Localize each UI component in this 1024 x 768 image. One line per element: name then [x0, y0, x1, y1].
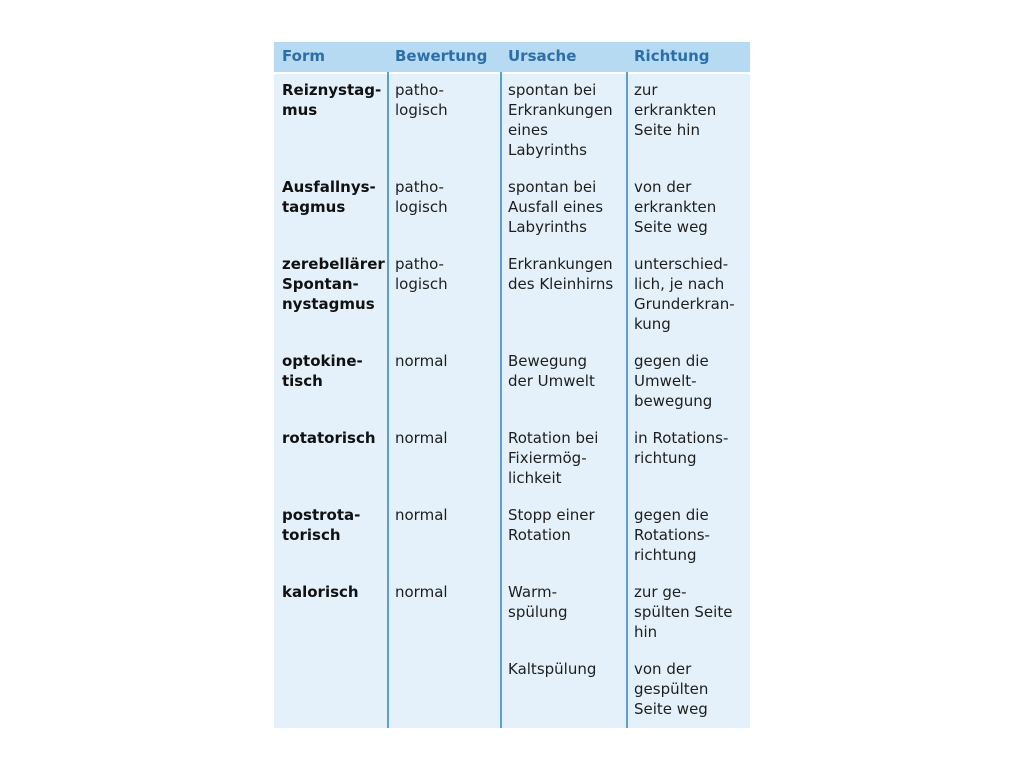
- cell-bewertung: patho- logisch: [395, 81, 448, 119]
- header-bewertung: Bewertung: [395, 47, 488, 65]
- cell-bewertung: patho- logisch: [395, 255, 448, 293]
- table-header: [274, 42, 750, 74]
- nystagmus-table: [274, 42, 750, 728]
- cell-richtung: in Rotations- richtung: [634, 429, 729, 467]
- header-ursache: Ursache: [508, 47, 577, 65]
- cell-form: Ausfallnys- tagmus: [282, 178, 376, 216]
- cell-ursache: Warm- spülung: [508, 583, 568, 621]
- header-form: Form: [282, 47, 325, 65]
- cell-bewertung: normal: [395, 506, 448, 524]
- cell-bewertung: normal: [395, 583, 448, 601]
- cell-ursache: spontan bei Erkrankungen eines Labyrinths: [508, 81, 613, 159]
- header-richtung: Richtung: [634, 47, 710, 65]
- cell-richtung: gegen die Umwelt- bewegung: [634, 352, 713, 410]
- cell-bewertung: normal: [395, 429, 448, 447]
- cell-ursache: Bewegung der Umwelt: [508, 352, 595, 390]
- cell-form: zerebellärer Spontan- nystagmus: [282, 255, 385, 313]
- column-divider: [626, 72, 628, 728]
- cell-form: postrota- torisch: [282, 506, 361, 544]
- cell-form: rotatorisch: [282, 429, 376, 447]
- cell-richtung: zur erkrankten Seite hin: [634, 81, 717, 139]
- cell-richtung: gegen die Rotations- richtung: [634, 506, 710, 564]
- cell-bewertung: patho- logisch: [395, 178, 448, 216]
- cell-ursache: Stopp einer Rotation: [508, 506, 595, 544]
- cell-richtung: von der gespülten Seite weg: [634, 660, 709, 718]
- column-divider: [387, 72, 389, 728]
- cell-richtung: unterschied- lich, je nach Grunderkran- kung: [634, 255, 735, 333]
- cell-ursache: spontan bei Ausfall eines Labyrinths: [508, 178, 604, 236]
- cell-bewertung: normal: [395, 352, 448, 370]
- cell-ursache: Erkrankungen des Kleinhirns: [508, 255, 614, 293]
- cell-ursache: Rotation bei Fixiermög- lichkeit: [508, 429, 599, 487]
- cell-form: Reiznystag- mus: [282, 81, 382, 119]
- cell-ursache: Kaltspülung: [508, 660, 597, 678]
- column-divider: [500, 72, 502, 728]
- cell-richtung: zur ge- spülten Seite hin: [634, 583, 733, 641]
- cell-richtung: von der erkrankten Seite weg: [634, 178, 717, 236]
- cell-form: optokine- tisch: [282, 352, 363, 390]
- cell-form: kalorisch: [282, 583, 359, 601]
